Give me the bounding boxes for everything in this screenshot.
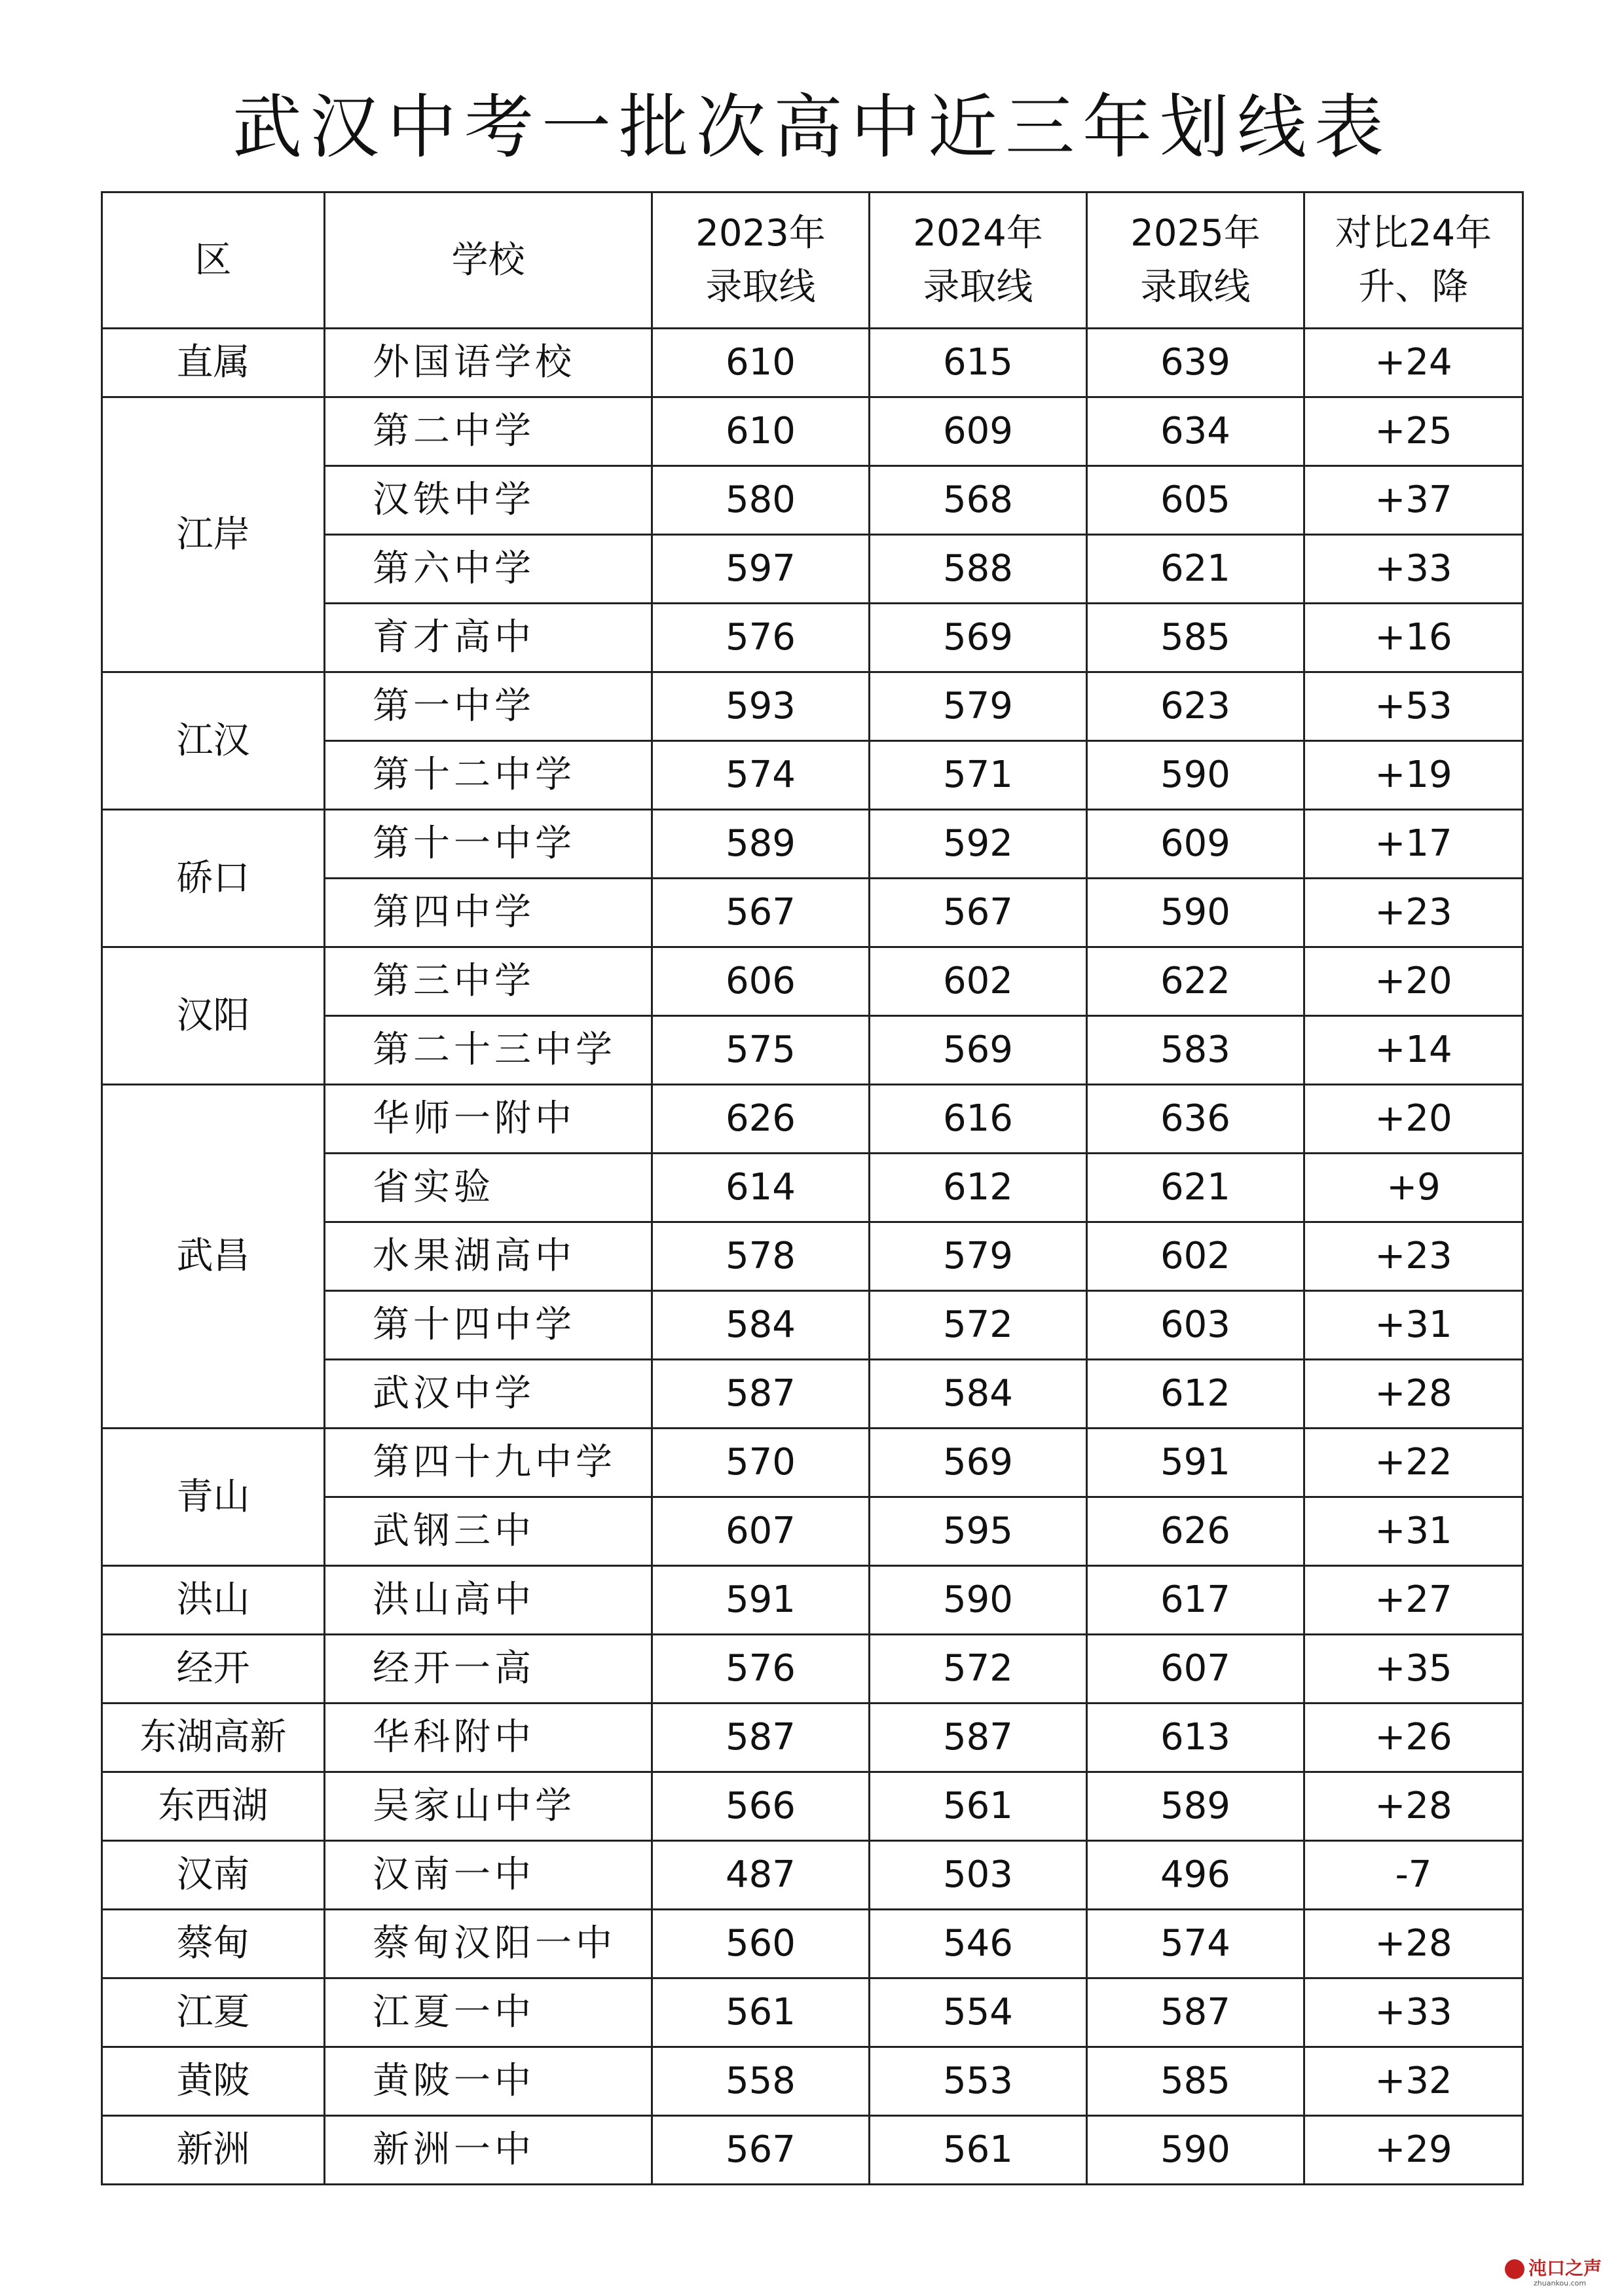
change-cell: +24 (1304, 329, 1523, 397)
cutoff-2023-cell: 576 (652, 1635, 870, 1704)
cutoff-2024-cell: 584 (870, 1360, 1087, 1429)
district-cell: 新洲 (102, 2116, 325, 2185)
table-row (102, 1704, 1523, 1772)
cutoff-2024-cell: 561 (870, 2116, 1087, 2185)
district-cell: 洪山 (102, 1566, 325, 1635)
header-2023 (652, 192, 870, 329)
district-cell: 汉阳 (102, 947, 325, 1085)
cutoff-2023-cell: 589 (652, 810, 870, 879)
cutoff-2024-cell: 568 (870, 466, 1087, 535)
table-row (102, 947, 1523, 1016)
cutoff-2023-cell: 593 (652, 672, 870, 741)
header-2025 (1087, 192, 1304, 329)
cutoff-2025-cell: 496 (1087, 1841, 1304, 1910)
cutoff-2024-cell: 567 (870, 879, 1087, 947)
cutoff-2025-cell: 612 (1087, 1360, 1304, 1429)
change-cell: +28 (1304, 1910, 1523, 1978)
change-cell: -7 (1304, 1841, 1523, 1910)
header-2023-year: 2023年 (695, 212, 826, 255)
cutoff-2023-cell: 578 (652, 1222, 870, 1291)
change-cell: +31 (1304, 1497, 1523, 1566)
change-cell: +19 (1304, 741, 1523, 810)
change-cell: +29 (1304, 2116, 1523, 2185)
cutoff-2024-cell: 579 (870, 1222, 1087, 1291)
school-cell: 华科附中 (325, 1704, 652, 1772)
cutoff-2025-cell: 617 (1087, 1566, 1304, 1635)
cutoff-2023-cell: 567 (652, 2116, 870, 2185)
cutoff-2024-cell: 561 (870, 1772, 1087, 1841)
change-cell: +17 (1304, 810, 1523, 879)
school-cell: 江夏一中 (325, 1978, 652, 2047)
cutoff-2025-cell: 626 (1087, 1497, 1304, 1566)
cutoff-2024-cell: 609 (870, 397, 1087, 466)
cutoff-2024-cell: 571 (870, 741, 1087, 810)
change-cell: +33 (1304, 1978, 1523, 2047)
table-row (102, 1841, 1523, 1910)
change-cell: +16 (1304, 604, 1523, 672)
cutoff-2025-cell: 583 (1087, 1016, 1304, 1085)
cutoff-table (101, 191, 1524, 2185)
district-cell: 汉南 (102, 1841, 325, 1910)
school-cell: 汉南一中 (325, 1841, 652, 1910)
cutoff-2025-cell: 607 (1087, 1635, 1304, 1704)
cutoff-2024-cell: 592 (870, 810, 1087, 879)
change-cell: +23 (1304, 1222, 1523, 1291)
header-school: 学校 (325, 192, 652, 329)
table-row (102, 1772, 1523, 1841)
cutoff-2023-cell: 610 (652, 329, 870, 397)
header-change-line1: 对比24年 (1335, 212, 1492, 255)
cutoff-2025-cell: 636 (1087, 1085, 1304, 1154)
cutoff-2024-cell: 587 (870, 1704, 1087, 1772)
school-cell: 洪山高中 (325, 1566, 652, 1635)
cutoff-2023-cell: 566 (652, 1772, 870, 1841)
cutoff-2024-cell: 546 (870, 1910, 1087, 1978)
change-cell: +31 (1304, 1291, 1523, 1360)
cutoff-2025-cell: 589 (1087, 1772, 1304, 1841)
cutoff-2023-cell: 575 (652, 1016, 870, 1085)
change-cell: +22 (1304, 1429, 1523, 1497)
cutoff-2025-cell: 574 (1087, 1910, 1304, 1978)
school-cell: 第三中学 (325, 947, 652, 1016)
cutoff-2025-cell: 590 (1087, 2116, 1304, 2185)
change-cell: +28 (1304, 1772, 1523, 1841)
cutoff-2023-cell: 560 (652, 1910, 870, 1978)
school-cell: 第二十三中学 (325, 1016, 652, 1085)
cutoff-2024-cell: 553 (870, 2047, 1087, 2116)
cutoff-2023-cell: 587 (652, 1360, 870, 1429)
cutoff-2024-cell: 602 (870, 947, 1087, 1016)
table-row (102, 2116, 1523, 2185)
table-row (102, 397, 1523, 466)
school-cell: 汉铁中学 (325, 466, 652, 535)
district-cell: 经开 (102, 1635, 325, 1704)
change-cell: +20 (1304, 947, 1523, 1016)
school-cell: 第二中学 (325, 397, 652, 466)
change-cell: +26 (1304, 1704, 1523, 1772)
cutoff-2025-cell: 609 (1087, 810, 1304, 879)
district-cell: 蔡甸 (102, 1910, 325, 1978)
cutoff-2024-cell: 590 (870, 1566, 1087, 1635)
school-cell: 第四十九中学 (325, 1429, 652, 1497)
change-cell: +20 (1304, 1085, 1523, 1154)
school-cell: 吴家山中学 (325, 1772, 652, 1841)
header-2024-year: 2024年 (913, 212, 1043, 255)
school-cell: 外国语学校 (325, 329, 652, 397)
cutoff-2025-cell: 591 (1087, 1429, 1304, 1497)
cutoff-2024-cell: 569 (870, 604, 1087, 672)
table-row (102, 1566, 1523, 1635)
cutoff-2023-cell: 610 (652, 397, 870, 466)
cutoff-2024-cell: 612 (870, 1154, 1087, 1222)
district-cell: 江岸 (102, 397, 325, 672)
cutoff-2025-cell: 621 (1087, 535, 1304, 604)
district-cell: 江夏 (102, 1978, 325, 2047)
cutoff-2024-cell: 572 (870, 1635, 1087, 1704)
header-district: 区 (102, 192, 325, 329)
school-cell: 第十四中学 (325, 1291, 652, 1360)
school-cell: 第四中学 (325, 879, 652, 947)
cutoff-2024-cell: 569 (870, 1016, 1087, 1085)
cutoff-2025-cell: 639 (1087, 329, 1304, 397)
cutoff-2023-cell: 584 (652, 1291, 870, 1360)
school-cell: 新洲一中 (325, 2116, 652, 2185)
cutoff-2025-cell: 621 (1087, 1154, 1304, 1222)
change-cell: +28 (1304, 1360, 1523, 1429)
change-cell: +32 (1304, 2047, 1523, 2116)
cutoff-2025-cell: 613 (1087, 1704, 1304, 1772)
cutoff-2025-cell: 605 (1087, 466, 1304, 535)
cutoff-2023-cell: 558 (652, 2047, 870, 2116)
cutoff-2024-cell: 595 (870, 1497, 1087, 1566)
school-cell: 华师一附中 (325, 1085, 652, 1154)
change-cell: +14 (1304, 1016, 1523, 1085)
cutoff-2025-cell: 587 (1087, 1978, 1304, 2047)
watermark-icon (1505, 2259, 1524, 2279)
cutoff-2025-cell: 603 (1087, 1291, 1304, 1360)
table-row (102, 2047, 1523, 2116)
cutoff-2023-cell: 606 (652, 947, 870, 1016)
school-cell: 省实验 (325, 1154, 652, 1222)
table-row (102, 1429, 1523, 1497)
header-2025-year: 2025年 (1130, 212, 1261, 255)
school-cell: 第十二中学 (325, 741, 652, 810)
cutoff-2024-cell: 572 (870, 1291, 1087, 1360)
change-cell: +27 (1304, 1566, 1523, 1635)
cutoff-2023-cell: 614 (652, 1154, 870, 1222)
cutoff-2024-cell: 588 (870, 535, 1087, 604)
school-cell: 武钢三中 (325, 1497, 652, 1566)
cutoff-2024-cell: 616 (870, 1085, 1087, 1154)
cutoff-2023-cell: 570 (652, 1429, 870, 1497)
cutoff-2025-cell: 622 (1087, 947, 1304, 1016)
school-cell: 武汉中学 (325, 1360, 652, 1429)
school-cell: 育才高中 (325, 604, 652, 672)
cutoff-2024-cell: 579 (870, 672, 1087, 741)
cutoff-2023-cell: 607 (652, 1497, 870, 1566)
header-change (1304, 192, 1523, 329)
table-row (102, 1085, 1523, 1154)
cutoff-2023-cell: 567 (652, 879, 870, 947)
cutoff-2025-cell: 634 (1087, 397, 1304, 466)
cutoff-2023-cell: 576 (652, 604, 870, 672)
table-row (102, 672, 1523, 741)
table-body (102, 329, 1523, 2185)
header-2024-label: 录取线 (923, 265, 1033, 308)
page-title: 武汉中考一批次高中近三年划线表 (232, 87, 1392, 168)
cutoff-2023-cell: 574 (652, 741, 870, 810)
table-row (102, 329, 1523, 397)
cutoff-2023-cell: 580 (652, 466, 870, 535)
district-cell: 直属 (102, 329, 325, 397)
watermark-name: 沌口之声 (1528, 2257, 1602, 2279)
school-cell: 黄陂一中 (325, 2047, 652, 2116)
district-cell: 东西湖 (102, 1772, 325, 1841)
school-cell: 第六中学 (325, 535, 652, 604)
cutoff-2024-cell: 569 (870, 1429, 1087, 1497)
watermark-logo (1505, 2259, 1616, 2291)
cutoff-2024-cell: 554 (870, 1978, 1087, 2047)
table-row (102, 810, 1523, 879)
school-cell: 第一中学 (325, 672, 652, 741)
cutoff-2025-cell: 585 (1087, 2047, 1304, 2116)
cutoff-2025-cell: 602 (1087, 1222, 1304, 1291)
change-cell: +25 (1304, 397, 1523, 466)
school-cell: 水果湖高中 (325, 1222, 652, 1291)
change-cell: +23 (1304, 879, 1523, 947)
table-row (102, 1910, 1523, 1978)
cutoff-2023-cell: 561 (652, 1978, 870, 2047)
school-cell: 蔡甸汉阳一中 (325, 1910, 652, 1978)
change-cell: +53 (1304, 672, 1523, 741)
school-cell: 经开一高 (325, 1635, 652, 1704)
cutoff-2024-cell: 503 (870, 1841, 1087, 1910)
cutoff-2024-cell: 615 (870, 329, 1087, 397)
cutoff-2023-cell: 626 (652, 1085, 870, 1154)
cutoff-2025-cell: 623 (1087, 672, 1304, 741)
district-cell: 江汉 (102, 672, 325, 810)
district-cell: 黄陂 (102, 2047, 325, 2116)
district-cell: 青山 (102, 1429, 325, 1566)
change-cell: +9 (1304, 1154, 1523, 1222)
change-cell: +37 (1304, 466, 1523, 535)
district-cell: 硚口 (102, 810, 325, 947)
cutoff-2023-cell: 587 (652, 1704, 870, 1772)
school-cell: 第十一中学 (325, 810, 652, 879)
header-row (102, 192, 1523, 329)
cutoff-2023-cell: 597 (652, 535, 870, 604)
header-2024 (870, 192, 1087, 329)
cutoff-2023-cell: 591 (652, 1566, 870, 1635)
table-row (102, 1978, 1523, 2047)
cutoff-2025-cell: 590 (1087, 741, 1304, 810)
district-cell: 武昌 (102, 1085, 325, 1429)
header-2025-label: 录取线 (1140, 265, 1251, 308)
cutoff-2023-cell: 487 (652, 1841, 870, 1910)
district-cell: 东湖高新 (102, 1704, 325, 1772)
header-2023-label: 录取线 (705, 265, 816, 308)
table-row (102, 1635, 1523, 1704)
change-cell: +35 (1304, 1635, 1523, 1704)
cutoff-2025-cell: 590 (1087, 879, 1304, 947)
header-change-line2: 升、降 (1358, 265, 1469, 308)
cutoff-2025-cell: 585 (1087, 604, 1304, 672)
watermark-domain: zhuankou.com (1534, 2279, 1587, 2287)
change-cell: +33 (1304, 535, 1523, 604)
